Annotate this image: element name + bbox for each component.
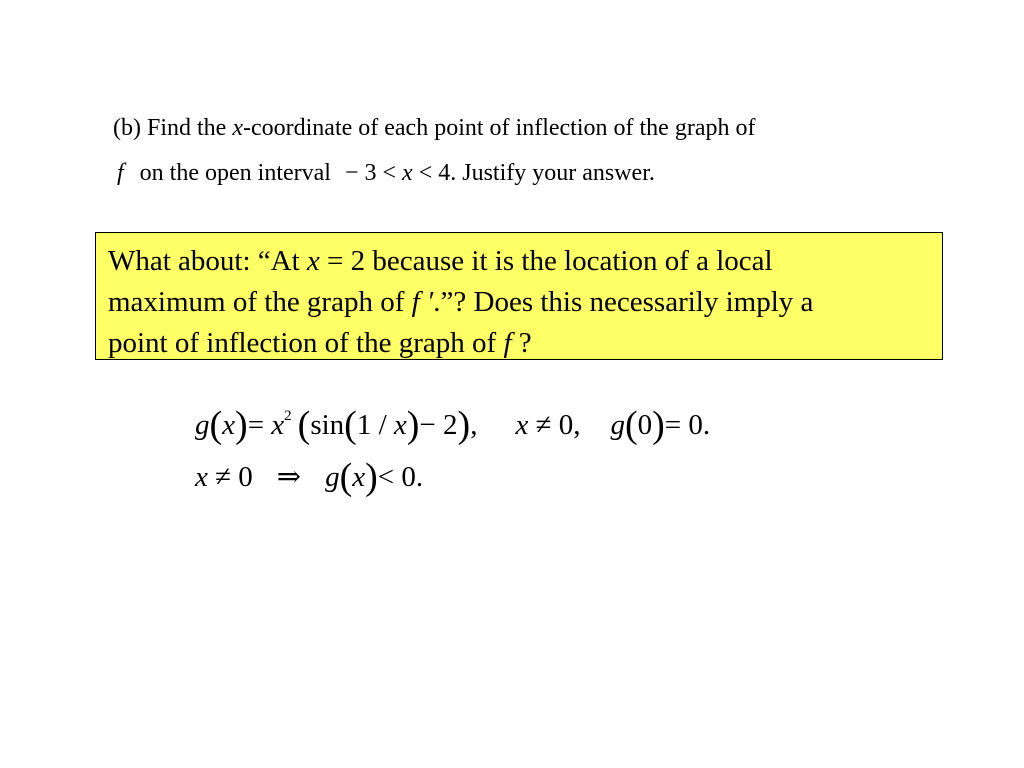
question-line-1 bbox=[113, 113, 755, 143]
math-sin: sin bbox=[310, 409, 345, 441]
math-paren: ( bbox=[209, 404, 223, 446]
math-paren: ( bbox=[624, 404, 638, 446]
math-paren: ( bbox=[297, 404, 311, 446]
callout-text: maximum of the graph of bbox=[108, 286, 412, 318]
variable-x: x bbox=[306, 245, 320, 277]
callout-text: ? bbox=[511, 327, 532, 359]
math-x: x bbox=[195, 461, 208, 493]
callout-box bbox=[95, 232, 943, 360]
math-x: x bbox=[352, 461, 366, 493]
math-paren: ) bbox=[457, 404, 471, 446]
question-text: (b) Find the bbox=[113, 115, 233, 141]
variable-f: f bbox=[503, 327, 512, 359]
question-text: on the open interval bbox=[139, 160, 331, 186]
math-equals-zero: = 0. bbox=[664, 409, 711, 441]
question-text: < 4. Justify your answer. bbox=[418, 160, 655, 186]
question-text: -coordinate of each point of inflection of the graph of bbox=[242, 115, 756, 141]
math-comma: , bbox=[470, 409, 478, 441]
math-minus-two: − 2 bbox=[419, 409, 458, 441]
callout-text: What about: “At bbox=[108, 245, 307, 277]
math-x: x bbox=[515, 409, 529, 441]
math-g: g bbox=[325, 461, 340, 493]
math-equals: = bbox=[247, 409, 272, 441]
callout-text: .”? Does this necessarily imply a bbox=[433, 286, 814, 318]
question-line-2 bbox=[117, 158, 655, 188]
callout-text: point of inflection of the graph of bbox=[108, 327, 504, 359]
math-not-equal-zero: ≠ 0, bbox=[535, 409, 581, 441]
math-paren: ( bbox=[344, 404, 357, 446]
math-x: x bbox=[222, 409, 236, 441]
f-prime: f ′ bbox=[411, 286, 434, 318]
equation-g-definition bbox=[195, 398, 711, 446]
math-less-than-zero: < 0. bbox=[377, 461, 424, 493]
math-paren: ( bbox=[339, 456, 353, 498]
math-x: x bbox=[393, 409, 407, 441]
equation-implication bbox=[195, 456, 424, 498]
math-paren: ) bbox=[365, 456, 378, 498]
variable-x: x bbox=[402, 160, 413, 186]
math-zero: 0 bbox=[637, 409, 653, 441]
math-fraction: 1 / bbox=[356, 409, 394, 441]
math-not-equal-zero: ≠ 0 bbox=[215, 461, 253, 493]
math-paren: ) bbox=[235, 404, 248, 446]
callout-line-1 bbox=[108, 241, 942, 282]
math-x: x bbox=[271, 409, 285, 441]
inequality-left: − 3 < bbox=[344, 160, 397, 186]
math-paren: ) bbox=[652, 404, 665, 446]
callout-line-2 bbox=[108, 282, 942, 323]
implies-arrow-icon: ⇒ bbox=[276, 461, 302, 493]
math-exponent: 2 bbox=[284, 408, 292, 424]
math-paren: ) bbox=[406, 404, 420, 446]
math-g: g bbox=[195, 409, 210, 441]
math-g: g bbox=[610, 409, 625, 441]
variable-x: x bbox=[232, 115, 243, 141]
callout-line-3 bbox=[108, 323, 942, 364]
callout-text: = 2 because it is the location of a local bbox=[319, 245, 773, 277]
variable-f: f bbox=[117, 160, 124, 186]
